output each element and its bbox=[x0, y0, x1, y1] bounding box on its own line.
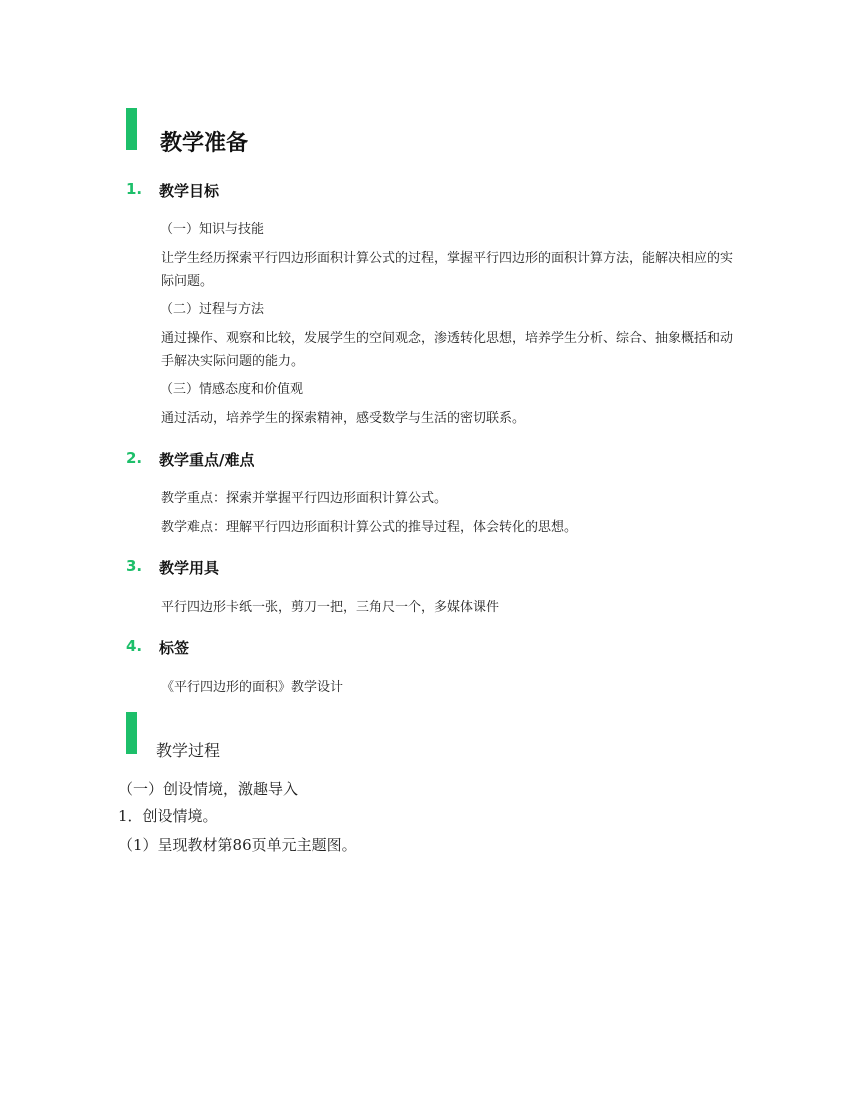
subheading-emotion: （三）情感态度和价值观 bbox=[160, 382, 304, 397]
section-title: 教学重点/难点 bbox=[159, 451, 255, 469]
section-number: 3. bbox=[126, 557, 143, 575]
section-marker-bar bbox=[126, 712, 137, 754]
section-title: 教学用具 bbox=[159, 559, 220, 577]
section-number: 4. bbox=[126, 637, 143, 655]
subheading-knowledge: （一）知识与技能 bbox=[160, 222, 265, 237]
difficulty-line: 教学难点：理解平行四边形面积计算公式的推导过程，体会转化的思想。 bbox=[161, 520, 578, 535]
tools-line: 平行四边形卡纸一张，剪刀一把，三角尺一个，多媒体课件 bbox=[161, 600, 500, 615]
process-line: 1．创设情境。 bbox=[118, 807, 218, 825]
section-number: 1. bbox=[126, 180, 143, 198]
process-title: 教学过程 bbox=[156, 741, 221, 760]
page-title: 教学准备 bbox=[160, 131, 249, 156]
tag-line: 《平行四边形的面积》教学设计 bbox=[161, 680, 344, 695]
section-title: 教学目标 bbox=[159, 182, 220, 200]
section-title: 标签 bbox=[159, 639, 190, 657]
paragraph-emotion: 通过活动，培养学生的探索精神，感受数学与生活的密切联系。 bbox=[161, 411, 526, 426]
section-marker-bar bbox=[126, 108, 137, 150]
key-point-line: 教学重点：探索并掌握平行四边形面积计算公式。 bbox=[161, 491, 448, 506]
section-number: 2. bbox=[126, 449, 143, 467]
paragraph-process: 通过操作、观察和比较，发展学生的空间观念，渗透转化思想，培养学生分析、综合、抽象概括和动手解决实际问题的能力。 bbox=[161, 331, 734, 369]
subheading-process: （二）过程与方法 bbox=[160, 302, 265, 317]
process-line: （一）创设情境，激趣导入 bbox=[118, 780, 299, 798]
paragraph-knowledge: 让学生经历探索平行四边形面积计算公式的过程，掌握平行四边形的面积计算方法，能解决相应的实际问题。 bbox=[161, 251, 734, 289]
process-line: （1）呈现教材第86页单元主题图。 bbox=[118, 836, 357, 854]
